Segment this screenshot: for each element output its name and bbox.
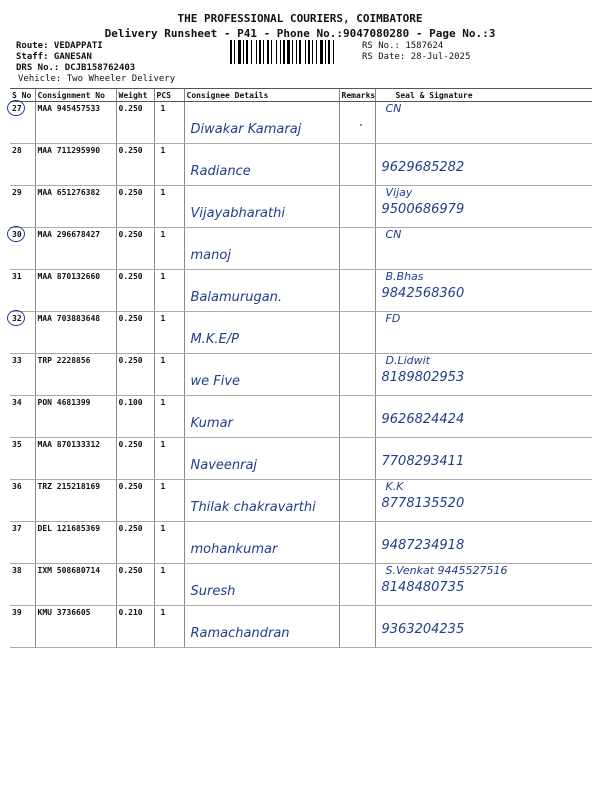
col-header-consignee: Consignee Details bbox=[184, 89, 339, 102]
pcs-cell: 1 bbox=[154, 354, 184, 396]
remarks-cell bbox=[339, 102, 375, 144]
weight-cell: 0.250 bbox=[116, 228, 154, 270]
consignment-cell: KMU 3736605 bbox=[35, 606, 116, 648]
remarks-cell bbox=[339, 312, 375, 354]
consignment-cell: IXM 508680714 bbox=[35, 564, 116, 606]
remarks-cell bbox=[339, 438, 375, 480]
pcs-cell: 1 bbox=[154, 522, 184, 564]
sno-cell bbox=[10, 312, 35, 354]
runsheet-subtitle: Delivery Runsheet - P41 - Phone No.:9047080280 - Page No.:3 bbox=[104, 27, 496, 40]
pcs-cell: 1 bbox=[154, 144, 184, 186]
consignee-name: Diwakar Kamaraj bbox=[190, 122, 302, 137]
signature-text: D.Lidwit bbox=[385, 354, 430, 367]
remarks-cell bbox=[339, 228, 375, 270]
signature-cell bbox=[375, 186, 592, 228]
staff-label: Staff: GANESAN bbox=[16, 52, 92, 62]
sno-cell bbox=[10, 354, 35, 396]
remarks-cell bbox=[339, 522, 375, 564]
rs-no-label: RS No.: 1587624 bbox=[362, 41, 444, 51]
remarks-cell bbox=[339, 396, 375, 438]
circle-mark-icon bbox=[7, 100, 25, 116]
consignment-cell: PON 4681399 bbox=[35, 396, 116, 438]
pcs-cell: 1 bbox=[154, 396, 184, 438]
signature-text: K.K bbox=[385, 480, 404, 493]
weight-cell: 0.250 bbox=[116, 102, 154, 144]
consignee-name: mohankumar bbox=[190, 542, 278, 557]
phone-number: 9626824424 bbox=[381, 412, 465, 427]
table-row bbox=[10, 186, 592, 228]
consignment-cell: TRZ 215218169 bbox=[35, 480, 116, 522]
consignment-cell: MAA 870133312 bbox=[35, 438, 116, 480]
sno-cell bbox=[10, 228, 35, 270]
phone-number: 9842568360 bbox=[381, 286, 465, 301]
signature-cell bbox=[375, 354, 592, 396]
sno-value: 30 bbox=[12, 230, 22, 239]
sno-value: 34 bbox=[12, 398, 22, 407]
consignee-cell bbox=[184, 564, 339, 606]
vehicle-label: Vehicle: Two Wheeler Delivery bbox=[18, 74, 176, 84]
consignment-cell: MAA 711295990 bbox=[35, 144, 116, 186]
sno-cell bbox=[10, 564, 35, 606]
sno-cell bbox=[10, 606, 35, 648]
consignee-name: Balamurugan. bbox=[190, 290, 283, 305]
remarks-cell bbox=[339, 270, 375, 312]
table-row bbox=[10, 312, 592, 354]
weight-cell: 0.250 bbox=[116, 144, 154, 186]
consignee-cell bbox=[184, 522, 339, 564]
phone-number: 9363204235 bbox=[381, 622, 465, 637]
table-row bbox=[10, 270, 592, 312]
sno-value: 32 bbox=[12, 314, 22, 323]
remarks-cell bbox=[339, 606, 375, 648]
table-row bbox=[10, 480, 592, 522]
runsheet-table bbox=[10, 88, 592, 648]
consignee-cell bbox=[184, 312, 339, 354]
signature-text: CN bbox=[385, 102, 402, 115]
sno-cell bbox=[10, 144, 35, 186]
consignment-cell: MAA 296678427 bbox=[35, 228, 116, 270]
signature-cell bbox=[375, 564, 592, 606]
table-row bbox=[10, 144, 592, 186]
consignment-cell: MAA 651276382 bbox=[35, 186, 116, 228]
consignee-name: manoj bbox=[190, 248, 231, 263]
consignment-cell: MAA 870132660 bbox=[35, 270, 116, 312]
consignee-name: Thilak chakravarthi bbox=[190, 500, 316, 515]
consignee-cell bbox=[184, 144, 339, 186]
signature-cell bbox=[375, 480, 592, 522]
table-row bbox=[10, 228, 592, 270]
pcs-cell: 1 bbox=[154, 438, 184, 480]
col-header-remarks: Remarks bbox=[339, 89, 375, 102]
signature-text: B.Bhas bbox=[385, 270, 424, 283]
drs-label: DRS No.: DCJB158762403 bbox=[16, 63, 136, 73]
consignee-name: Naveenraj bbox=[190, 458, 258, 473]
table-row bbox=[10, 564, 592, 606]
phone-number: 9629685282 bbox=[381, 160, 465, 175]
table-header-row bbox=[10, 89, 592, 102]
consignee-name: M.K.E/P bbox=[190, 332, 239, 347]
sno-value: 37 bbox=[12, 524, 22, 533]
signature-cell bbox=[375, 102, 592, 144]
rs-date-label: RS Date: 28-Jul-2025 bbox=[362, 52, 471, 62]
weight-cell: 0.250 bbox=[116, 438, 154, 480]
sno-value: 33 bbox=[12, 356, 22, 365]
signature-cell bbox=[375, 522, 592, 564]
consignee-cell bbox=[184, 396, 339, 438]
phone-number: 8189802953 bbox=[381, 370, 465, 385]
consignee-name: Kumar bbox=[190, 416, 233, 431]
sno-cell bbox=[10, 270, 35, 312]
signature-cell bbox=[375, 438, 592, 480]
weight-cell: 0.250 bbox=[116, 522, 154, 564]
consignee-name: we Five bbox=[190, 374, 241, 389]
weight-cell: 0.250 bbox=[116, 270, 154, 312]
sno-value: 28 bbox=[12, 146, 22, 155]
sno-value: 35 bbox=[12, 440, 22, 449]
phone-number: 8778135520 bbox=[381, 496, 465, 511]
consignment-cell: TRP 2228856 bbox=[35, 354, 116, 396]
remarks-cell bbox=[339, 354, 375, 396]
pcs-cell: 1 bbox=[154, 564, 184, 606]
consignee-cell bbox=[184, 480, 339, 522]
sno-cell bbox=[10, 480, 35, 522]
consignee-name: Suresh bbox=[190, 584, 236, 599]
company-title: THE PROFESSIONAL COURIERS, COIMBATORE bbox=[177, 12, 423, 25]
phone-number: 9487234918 bbox=[381, 538, 465, 553]
pcs-cell: 1 bbox=[154, 102, 184, 144]
weight-cell: 0.250 bbox=[116, 480, 154, 522]
sno-value: 31 bbox=[12, 272, 22, 281]
col-header-signature: Seal & Signature bbox=[375, 89, 592, 102]
table-row bbox=[10, 606, 592, 648]
pcs-cell: 1 bbox=[154, 480, 184, 522]
weight-cell: 0.250 bbox=[116, 354, 154, 396]
col-header-weight: Weight bbox=[116, 89, 154, 102]
sno-value: 27 bbox=[12, 104, 22, 113]
phone-number: 8148480735 bbox=[381, 580, 465, 595]
pcs-cell: 1 bbox=[154, 270, 184, 312]
pcs-cell: 1 bbox=[154, 186, 184, 228]
sno-value: 39 bbox=[12, 608, 22, 617]
col-header-consignment: Consignment No bbox=[35, 89, 116, 102]
sno-cell bbox=[10, 102, 35, 144]
pcs-cell: 1 bbox=[154, 228, 184, 270]
col-header-pcs: PCS bbox=[154, 89, 184, 102]
sno-value: 36 bbox=[12, 482, 22, 491]
weight-cell: 0.250 bbox=[116, 564, 154, 606]
route-label: Route: VEDAPPATI bbox=[16, 41, 103, 51]
weight-cell: 0.250 bbox=[116, 186, 154, 228]
signature-cell bbox=[375, 228, 592, 270]
table-row bbox=[10, 396, 592, 438]
sno-value: 29 bbox=[12, 188, 22, 197]
phone-number: 7708293411 bbox=[381, 454, 465, 469]
consignment-cell: DEL 121685369 bbox=[35, 522, 116, 564]
signature-cell bbox=[375, 606, 592, 648]
pcs-cell: 1 bbox=[154, 312, 184, 354]
consignee-name: Radiance bbox=[190, 164, 251, 179]
weight-cell: 0.100 bbox=[116, 396, 154, 438]
signature-text: CN bbox=[385, 228, 402, 241]
sno-value: 38 bbox=[12, 566, 22, 575]
signature-cell bbox=[375, 396, 592, 438]
circle-mark-icon bbox=[7, 226, 25, 242]
table-row bbox=[10, 354, 592, 396]
remarks-cell bbox=[339, 564, 375, 606]
table-row bbox=[10, 438, 592, 480]
table-row bbox=[10, 102, 592, 144]
consignee-cell bbox=[184, 228, 339, 270]
weight-cell: 0.250 bbox=[116, 312, 154, 354]
remarks-cell bbox=[339, 480, 375, 522]
signature-cell bbox=[375, 144, 592, 186]
sno-cell bbox=[10, 186, 35, 228]
signature-cell bbox=[375, 312, 592, 354]
signature-cell bbox=[375, 270, 592, 312]
table-row bbox=[10, 522, 592, 564]
sno-cell bbox=[10, 522, 35, 564]
consignee-cell bbox=[184, 270, 339, 312]
remarks-cell bbox=[339, 144, 375, 186]
consignment-cell: MAA 703883648 bbox=[35, 312, 116, 354]
remark-mark-icon bbox=[360, 124, 362, 126]
col-header-sno: S No bbox=[10, 89, 35, 102]
weight-cell: 0.210 bbox=[116, 606, 154, 648]
remarks-cell bbox=[339, 186, 375, 228]
phone-number: 9500686979 bbox=[381, 202, 465, 217]
circle-mark-icon bbox=[7, 310, 25, 326]
signature-text: FD bbox=[385, 312, 401, 325]
sno-cell bbox=[10, 438, 35, 480]
consignee-cell bbox=[184, 438, 339, 480]
signature-text: S.Venkat 9445527516 bbox=[385, 564, 508, 577]
barcode-icon bbox=[230, 40, 356, 64]
consignee-name: Ramachandran bbox=[190, 626, 290, 641]
sno-cell bbox=[10, 396, 35, 438]
pcs-cell: 1 bbox=[154, 606, 184, 648]
consignee-cell bbox=[184, 102, 339, 144]
signature-text: Vijay bbox=[385, 186, 413, 199]
consignee-name: Vijayabharathi bbox=[190, 206, 285, 221]
consignee-cell bbox=[184, 354, 339, 396]
consignee-cell bbox=[184, 186, 339, 228]
consignment-cell: MAA 945457533 bbox=[35, 102, 116, 144]
consignee-cell bbox=[184, 606, 339, 648]
